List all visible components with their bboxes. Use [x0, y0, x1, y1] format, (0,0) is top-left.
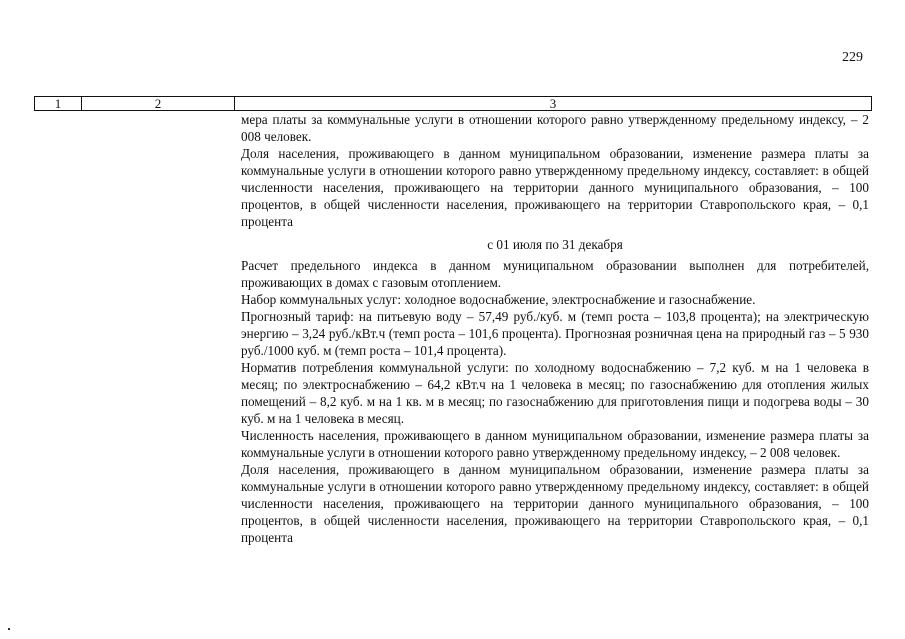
document-body [241, 111, 869, 546]
scan-speck [8, 628, 10, 630]
paragraph-index-calculation: Расчет предельного индекса в данном муниципальном образовании выполнен для потребителей, проживающих в домах с газовым отоплением. [241, 258, 869, 290]
paragraph-consumption-norm: Норматив потребления коммунальной услуги: по холодному водоснабжению – 7,2 куб. м на 1 человека в месяц; по электроснабжению – 64,2 кВт.ч на 1 человека в месяц; по газоснабжению для отопления жилых помещений – 8,2 куб. м на 1 кв. м в месяц; по газоснабжению для приготовления пищи и подогрева воды – 30 куб. м на 1 человека в месяц. [241, 360, 869, 426]
paragraph-service-set: Набор коммунальных услуг: холодное водоснабжение, электроснабжение и газоснабжение. [241, 292, 756, 307]
paragraph-population-count-1: мера платы за коммунальные услуги в отношении которого равно утвержденному предельному индексу, – 2 008 человек. [241, 112, 869, 144]
table-header-col-3: 3 [549, 96, 557, 111]
paragraph-population-share-1: Доля населения, проживающего в данном муниципальном образовании, изменение размера платы за коммунальные услуги в отношении которого равно утвержденному предельному индексу, составляет: в общей численности населения, проживающего на территории данного муниципального образования, – 100 процентов, в общей численности населения, проживающего на территории Ставропольского края, – 0,1 процента [241, 146, 869, 229]
table-header-col-1: 1 [35, 97, 82, 110]
page-number: 229 [842, 50, 863, 65]
paragraph-population-share-2: Доля населения, проживающего в данном муниципальном образовании, изменение размера платы за коммунальные услуги в отношении которого равно утвержденному предельному индексу, составляет: в общей численности населения, проживающего на территории данного муниципального образования, – 100 процентов, в общей численности населения, проживающего на территории Ставропольского края, – 0,1 процента [241, 462, 869, 545]
table-header-col-2: 2 [82, 97, 235, 110]
paragraph-population-count-2: Численность населения, проживающего в данном муниципальном образовании, изменение размера платы за коммунальные услуги в отношении которого равно утвержденному предельному индексу, – 2 008 человек. [241, 428, 869, 460]
paragraph-forecast-tariff: Прогнозный тариф: на питьевую воду – 57,49 руб./куб. м (темп роста – 103,8 процента); на электрическую энергию – 3,24 руб./кВт.ч (темп роста – 101,6 процента). Прогнозная розничная цена на природный газ – 5 930 руб./1000 куб. м (темп роста – 101,4 процента). [241, 309, 869, 358]
table-header-row [34, 96, 872, 111]
period-heading: с 01 июля по 31 декабря [487, 237, 623, 252]
